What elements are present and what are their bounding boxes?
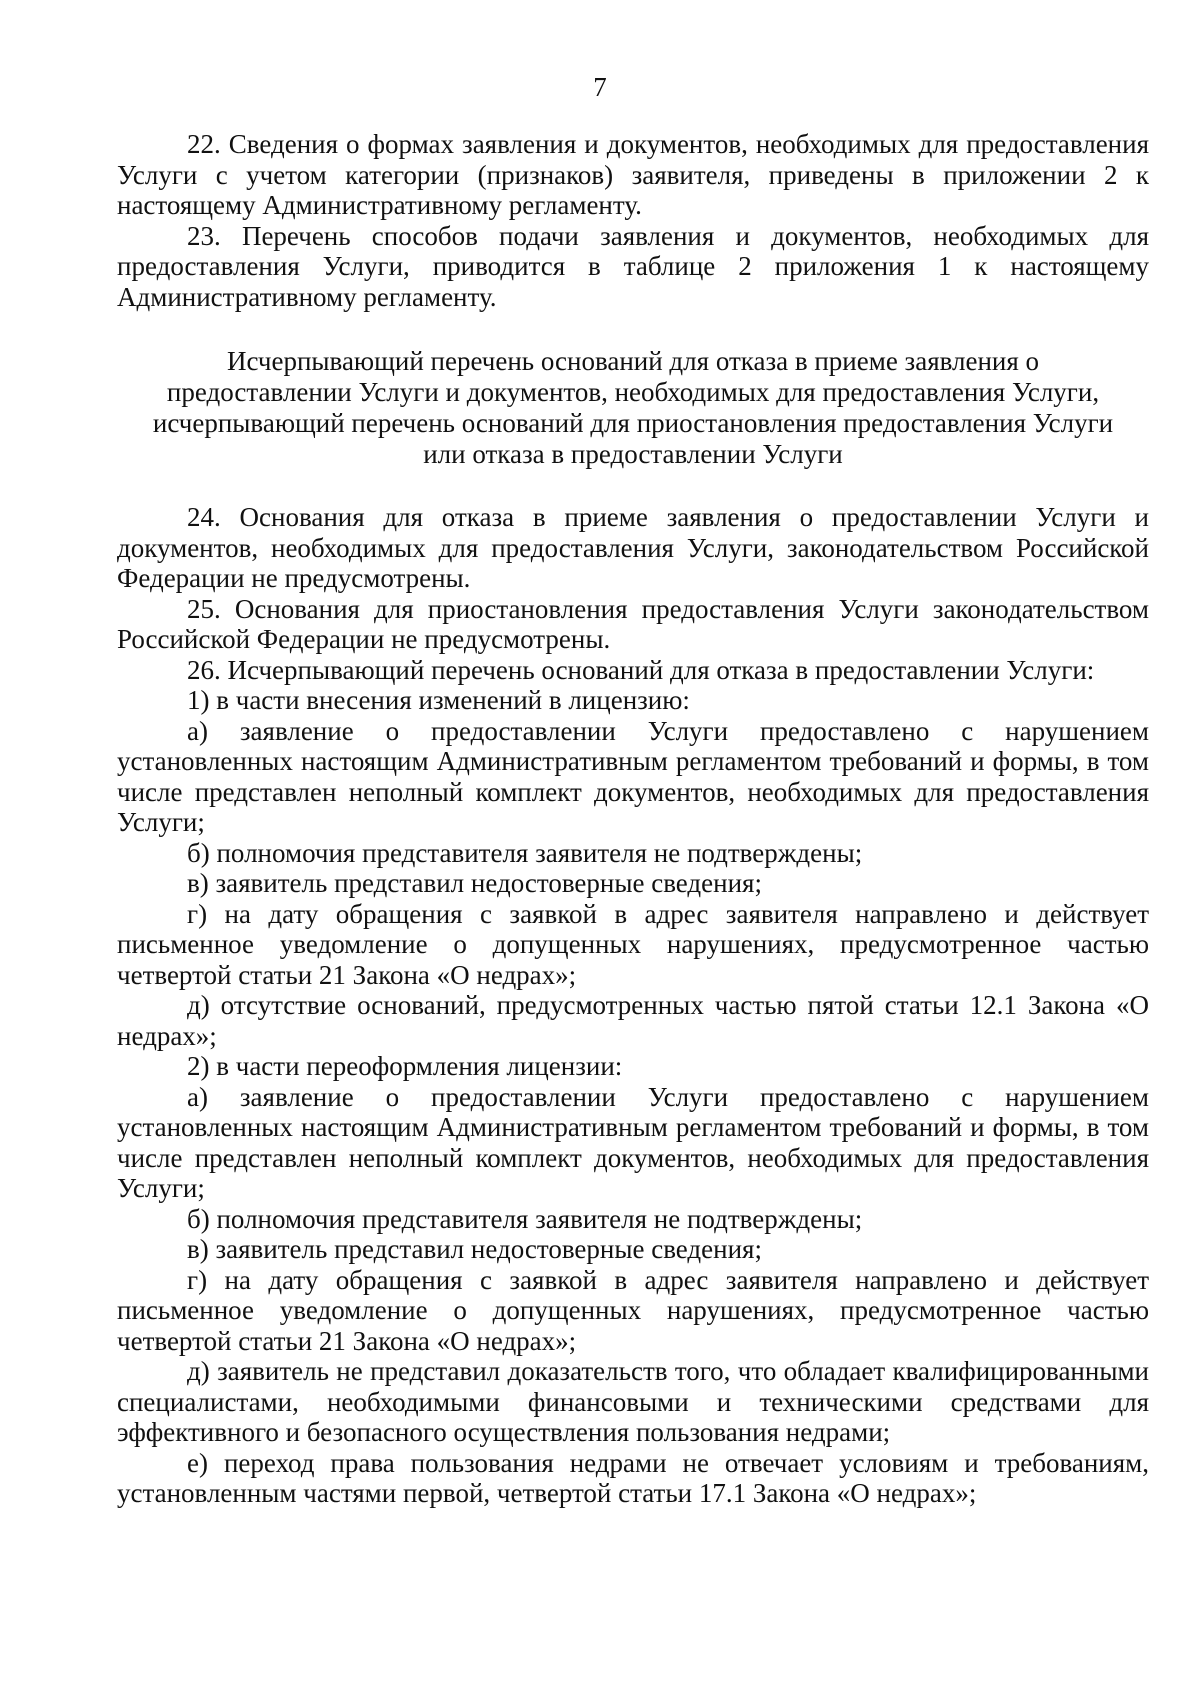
list-item: д) заявитель не представил доказательств того, что обладает квалифицированными специалистами, необходимыми финансовыми и техническими средствами для эффективного и безопасного осуществления пользования недрами; [117,1356,1149,1447]
list-item: 2) в части переоформления лицензии: [187,1051,623,1081]
list-item: в) заявитель представил недостоверные сведения; [187,1234,762,1264]
list-item: д) отсутствие оснований, предусмотренных частью пятой статьи 12.1 Закона «О недрах»; [117,990,1149,1051]
paragraph-23: 23. Перечень способов подачи заявления и документов, необходимых для предоставления Услуги, приводится в таблице 2 приложения 1 к настоящему Административному регламенту. [117,220,1149,312]
list-item: г) на дату обращения с заявкой в адрес заявителя направлено и действует письменное уведомление о допущенных нарушениях, предусмотренное частью четвертой статьи 21 Закона «О недрах»; [117,898,1149,990]
heading-line: исчерпывающий перечень оснований для приостановления предоставления Услуги [152,408,1114,438]
list-item: в) заявитель представил недостоверные сведения; [187,868,762,898]
paragraph-25: 25. Основания для приостановления предоставления Услуги законодательством Российской Федерации не предусмотрены. [117,593,1149,654]
list-item: г) на дату обращения с заявкой в адрес заявителя направлено и действует письменное уведомление о допущенных нарушениях, предусмотренное частью четвертой статьи 21 Закона «О недрах»; [117,1264,1149,1356]
document-body [117,129,1149,1509]
list-item: б) полномочия представителя заявителя не подтверждены; [187,1203,863,1234]
heading-line: или отказа в предоставлении Услуги [423,439,843,469]
page-number: 7 [593,72,607,102]
paragraph-26: 26. Исчерпывающий перечень оснований для отказа в предоставлении Услуги: [187,654,1095,685]
heading-line: Исчерпывающий перечень оснований для отказа в приеме заявления о [226,346,1040,376]
list-item: е) переход права пользования недрами не отвечает условиям и требованиям, установленным частями первой, четвертой статьи 17.1 Закона «О недрах»; [117,1447,1149,1508]
list-item: б) полномочия представителя заявителя не подтверждены; [187,837,863,868]
section-heading [117,346,1149,470]
list-item: а) заявление о предоставлении Услуги предоставлено с нарушением установленных настоящим Административным регламентом требований и формы, в том числе представлен неполный комплект документов, необходимых для предоставления Услуги; [117,715,1149,837]
list-item: а) заявление о предоставлении Услуги предоставлено с нарушением установленных настоящим Административным регламентом требований и формы, в том числе представлен неполный комплект документов, необходимых для предоставления Услуги; [117,1081,1149,1203]
paragraph-24: 24. Основания для отказа в приеме заявления о предоставлении Услуги и документов, необходимых для предоставления Услуги, законодательством Российской Федерации не предусмотрены. [117,502,1149,593]
list-item: 1) в части внесения изменений в лицензию: [187,685,690,715]
paragraph-22: 22. Сведения о формах заявления и документов, необходимых для предоставления Услуги с учетом категории (признаков) заявителя, приведены в приложении 2 к настоящему Административному регламенту. [117,129,1149,220]
heading-line: предоставлении Услуги и документов, необходимых для предоставления Услуги, [166,377,1100,407]
